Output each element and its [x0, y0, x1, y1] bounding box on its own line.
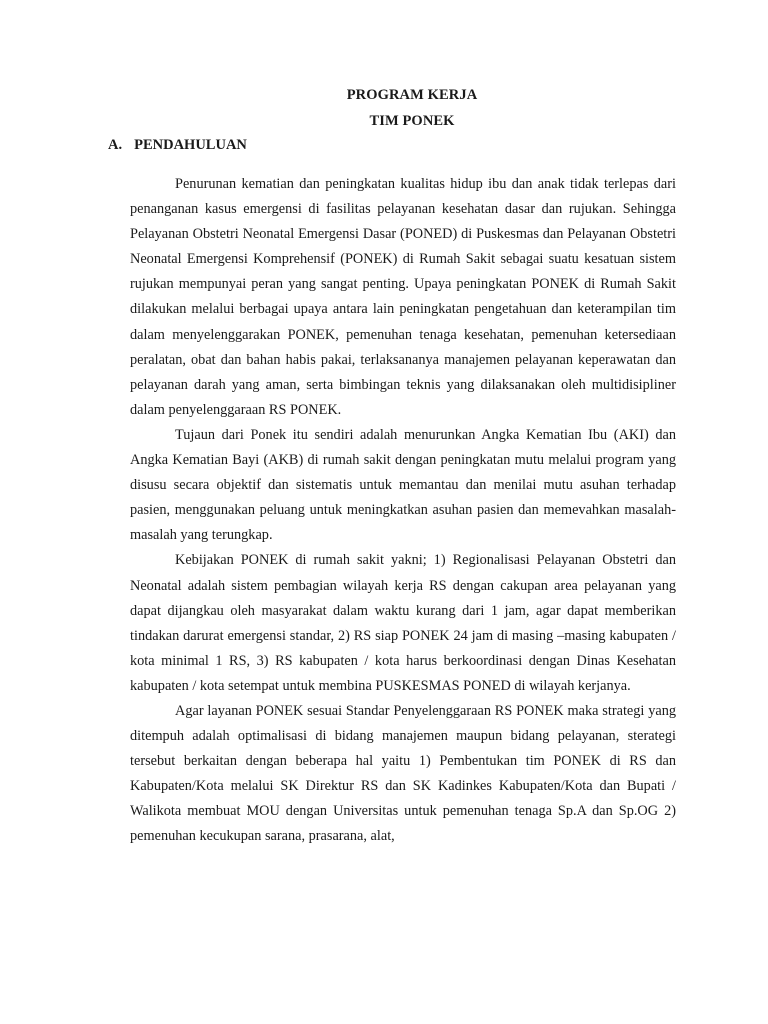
paragraph: Tujaun dari Ponek itu sendiri adalah menurunkan Angka Kematian Ibu (AKI) dan Angka Kematian Bayi (AKB) di rumah sakit dengan peningkatan mutu melalui program yang disusu secara objektif dan sistematis untuk memantau dan menilai mutu asuhan terhadap pasien, menggunakan peluang untuk meningkatkan asuhan pasien dan memevahkan masalah-masalah yang terungkap. [130, 426, 676, 544]
section-heading [108, 137, 247, 154]
section-title: PENDAHULUAN [134, 137, 247, 153]
section-marker: A. [108, 137, 123, 153]
document-title: PROGRAM KERJA [346, 87, 478, 103]
document-subtitle: TIM PONEK [369, 113, 455, 129]
paragraph: Penurunan kematian dan peningkatan kualitas hidup ibu dan anak tidak terlepas dari penanganan kasus emergensi di fasilitas pelayanan kesehatan dasar dan rujukan. Sehingga Pelayanan Obstetri Neonatal Emergensi Dasar (PONED) di Puskesmas dan Pelayanan Obstetri Neonatal Emergensi Komprehensif (PONEK) di Rumah Sakit sebagai suatu kesatuan sistem rujukan mempunyai peran yang sangat penting. Upaya peningkatan PONEK di Rumah Sakit dilakukan melalui berbagai upaya antara lain peningkatan pengetahuan dan keterampilan tim dalam menyelenggarakan PONEK, pemenuhan tenaga kesehatan, pemenuhan ketersediaan peralatan, obat dan bahan habis pakai, terlaksananya manajemen pelayanan keperawatan dan pelayanan darah yang aman, serta bimbingan teknis yang dilaksanakan oleh multidisipliner dalam penyelenggaraan RS PONEK. [130, 176, 676, 418]
paragraph: Agar layanan PONEK sesuai Standar Penyelenggaraan RS PONEK maka strategi yang ditempuh adalah optimalisasi di bidang manajemen maupun bidang pelayanan, sterategi tersebut berkaitan dengan beberapa hal yaitu 1) Pembentukan tim PONEK di RS dan Kabupaten/Kota melalui SK Direktur RS dan SK Kadinkes Kabupaten/Kota dan Bupati / Walikota membuat MOU dengan Universitas untuk pemenuhan tenaga Sp.A dan Sp.OG 2) pemenuhan kecukupan sarana, prasarana, alat, [130, 702, 676, 845]
body-text [130, 172, 676, 850]
paragraph: Kebijakan PONEK di rumah sakit yakni; 1) Regionalisasi Pelayanan Obstetri dan Neonatal adalah sistem pembagian wilayah kerja RS dengan cakupan area pelayanan yang dapat dijangkau oleh masyarakat dalam waktu kurang dari 1 jam, agar dapat memberikan tindakan darurat emergensi standar, 2) RS siap PONEK 24 jam di masing –masing kabupaten / kota minimal 1 RS, 3) RS kabupaten / kota harus berkoordinasi dengan Dinas Kesehatan kabupaten / kota setempat untuk membina PUSKESMAS PONED di wilayah kerjanya. [130, 552, 676, 694]
